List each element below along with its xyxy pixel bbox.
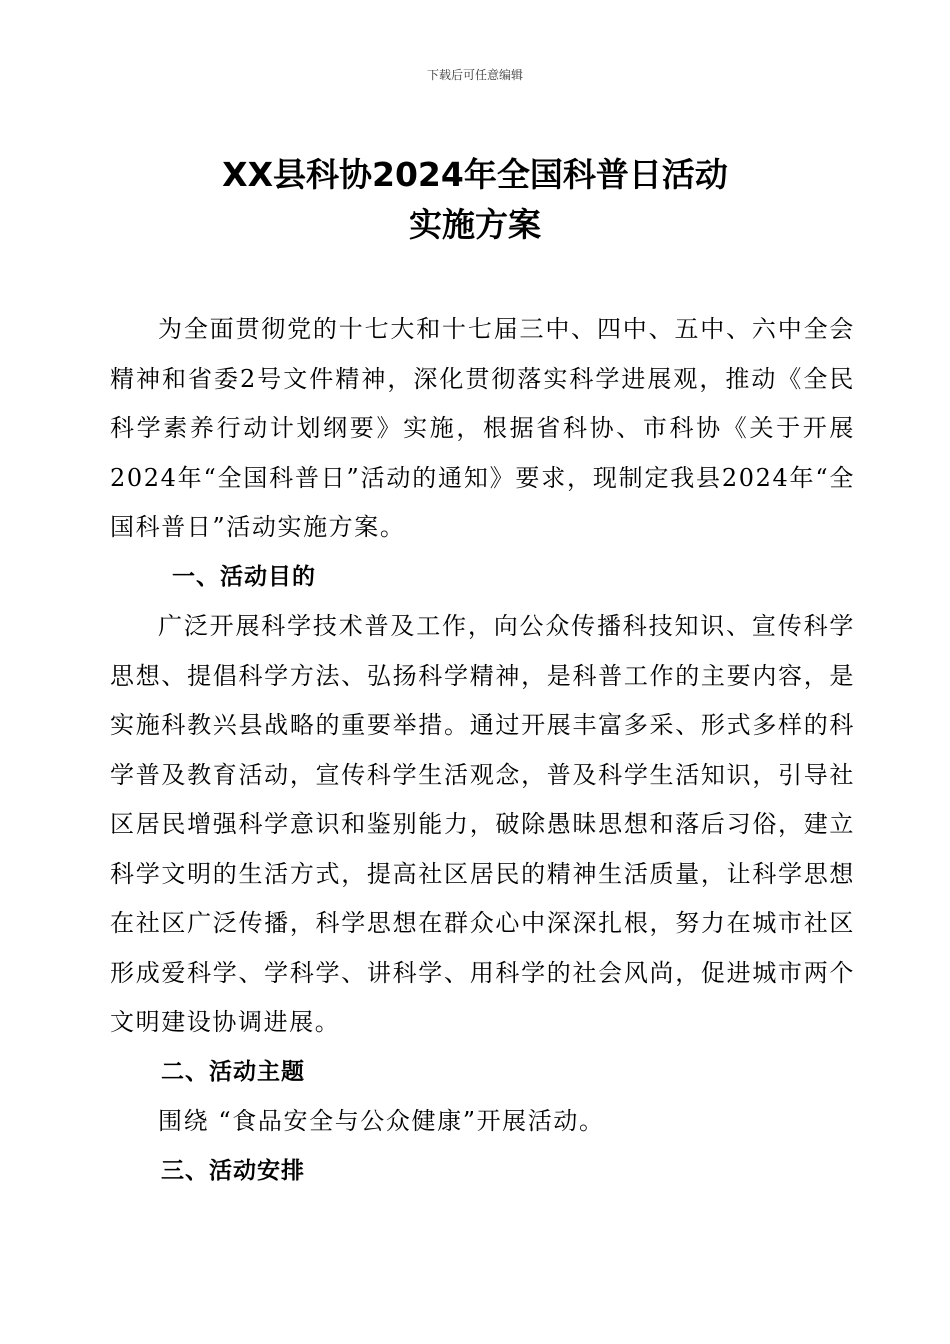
document-title bbox=[0, 150, 950, 250]
header-note: 下载后可任意编辑 bbox=[426, 68, 523, 82]
section-text-purpose: 广泛开展科学技术普及工作，向公众传播科技知识、宣传科学思想、提倡科学方法、弘扬科学精神，是科普工作的主要内容，是实施科教兴县战略的重要举措。通过开展丰富多采、形式多样的科学普及教育活动，宣传科学生活观念，普及科学生活知识，引导社区居民增强科学意识和鉴别能力，破除愚昧思想和落后习俗，建立科学文明的生活方式，提高社区居民的精神生活质量，让科学思想在社区广泛传播，科学思想在群众心中深深扎根，努力在城市社区形成爱科学、学科学、讲科学、用科学的社会风尚，促进城市两个文明建设协调进展。 bbox=[110, 612, 855, 1036]
section-heading-theme: 二、活动主题 bbox=[161, 1058, 305, 1085]
section-heading-purpose: 一、活动目的 bbox=[172, 563, 316, 590]
section-heading-arrangement: 三、活动安排 bbox=[161, 1157, 305, 1184]
title-line-1: XX县科协2024年全国科普日活动 bbox=[222, 155, 728, 194]
document-body bbox=[110, 305, 855, 1196]
section-text-theme: 围绕 “食品安全与公众健康”开展活动。 bbox=[158, 1107, 605, 1135]
title-line-2: 实施方案 bbox=[409, 205, 541, 244]
intro-paragraph: 为全面贯彻党的十七大和十七届三中、四中、五中、六中全会精神和省委2号文件精神，深化贯彻落实科学进展观，推动《全民科学素养行动计划纲要》实施，根据省科协、市科协《关于开展2024年“全国科普日”活动的通知》要求，现制定我县2024年“全国科普日”活动实施方案。 bbox=[110, 315, 855, 541]
